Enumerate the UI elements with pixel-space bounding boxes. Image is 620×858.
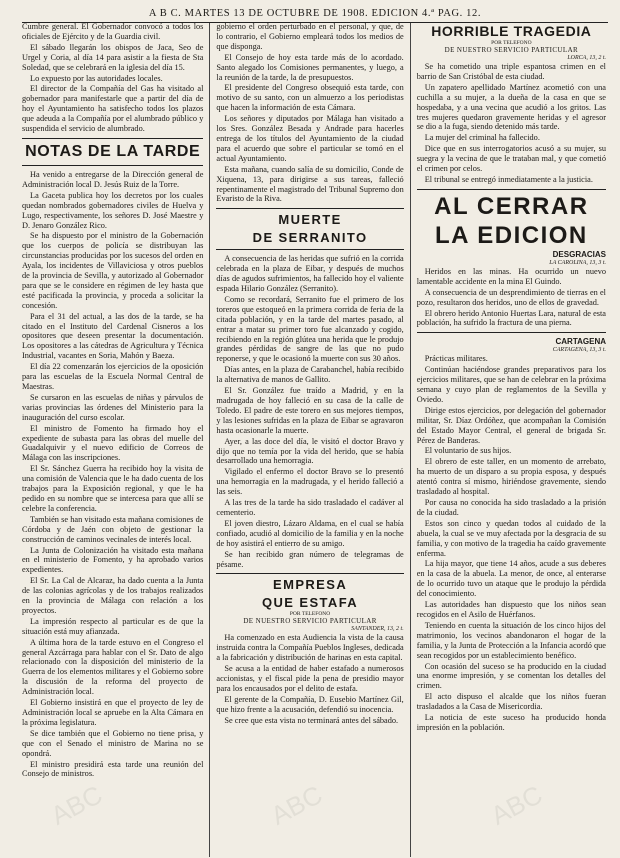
paragraph: Esta mañana, cuando salía de su domicilio, Conde de Xiquena, 13, para dirigirse a sus tareas, falleció repentinamente el magistrado del Tribunal Supremo don Evaristo de la Riva. <box>216 164 404 204</box>
paragraph: Se cursaron en las escuelas de niñas y párvulos de varias provincias las órdenes del Ministerio para la inauguración del curso escolar. <box>22 392 204 422</box>
paragraph: El ministro presidirá esta tarde una reunión del Consejo de ministros. <box>22 759 204 779</box>
paragraph: El gerente de la Compañía, D. Eusebio Martínez Gil, que hizo frente a la acusación, defendió su inocencia. <box>216 694 404 714</box>
dateline: SANTANDER, 13, 2 t. <box>351 626 404 633</box>
paragraph: El Consejo de hoy esta tarde más de lo acordado. Santo alegado los Comisiones permanentes, y luego, a la reunión de la tarde, la de presupuestos. <box>216 52 404 82</box>
watermark-mark: ABC <box>45 779 108 831</box>
paragraph: Cumbre general. El Gobernador convocó a todos los oficiales de Ejército y de la Guardia civil. <box>22 22 204 41</box>
divider <box>22 138 203 139</box>
paragraph: A consecuencia de las heridas que sufrió en la corrida celebrada en la plaza de Eibar, y después de muchos días de agudos sufrimientos, ha fallecido hoy el valiente espada Hilario González (Serranito). <box>216 254 404 294</box>
paragraph: A consecuencia de un desprendimiento de tierras en el pozo, resultaron dos heridos, uno de ellos de gravedad. <box>416 287 606 307</box>
section-heading-la-edicion: LA EDICION <box>434 221 588 249</box>
paragraph: El joven diestro, Lázaro Aldama, en el cual se había confiado, acudió al domicilio de la familia y en la noche de hoy asistirá el entierro de su amigo. <box>216 518 404 548</box>
paragraph: Ha venido a entregarse de la Dirección general de Administración local D. Jesús Ruiz de la Torre. <box>22 169 204 189</box>
paragraph: El Gobierno insistirá en que el proyecto de ley de Administración local se apruebe en la Alta Cámara en la próxima legislatura. <box>22 698 204 727</box>
dateline: LA CAROLINA, 13, 3 t. <box>549 259 606 266</box>
paragraph: gobierno el orden perturbado en el personal, y que, de lo contrario, el Gobierno empleará todos los medios de que disponga. <box>216 22 404 51</box>
subheading-desgracias: DESGRACIAS <box>552 249 606 259</box>
section-heading-tragedia: HORRIBLE TRAGEDIA <box>431 23 592 39</box>
paragraph: La impresión respecto al particular es de que la situación está muy afianzada. <box>22 616 204 636</box>
watermark-mark: ABC <box>485 779 548 831</box>
paragraph: Heridos en las minas. Ha ocurrido un nuevo lamentable accidente en la mina El Guindo. <box>416 266 606 286</box>
paragraph: El ministro de Fomento ha firmado hoy el expediente de subasta para las obras del muelle del Guadalquivir y el nuevo edificio de Correos de Málaga con las inscripciones. <box>22 423 204 463</box>
paragraph: Por causa no conocida ha sido trasladado a la prisión de la ciudad. <box>416 498 606 517</box>
paragraph: El Sr. La Cal de Alcaraz, ha dado cuenta a la Junta de las colonias agrícolas y de los trabajos realizados en la provincia de Málaga con relación a los proyectos. <box>22 576 204 615</box>
paragraph: Se acusa a la entidad de haber estafado a numerosos accionistas, y el fiscal pide la pena de presidio mayor para los encausados por el delito de estafa. <box>216 664 404 693</box>
dateline: LORCA, 13, 2 t. <box>567 55 606 61</box>
paragraph: El voluntario de sus hijos. <box>424 446 512 456</box>
paragraph: Continúan haciéndose grandes preparativos para los ejercicios militares, que se han de celebrar en la próxima semana y cuyo plan de reglamentos de la Sevilla y Oviedo. <box>416 365 606 404</box>
paragraph: Estos son cinco y quedan todos al cuidado de la abuela, la cual se ve muy afectada por la desgracia de su familia, y con motivo de la tragedia ha caído gravemente enferma. <box>416 518 606 558</box>
section-heading-estafa: QUE ESTAFA <box>262 595 359 611</box>
masthead: A B C. MARTES 13 DE OCTUBRE DE 1908. EDICION 4.ª PAG. 12. <box>22 8 608 23</box>
byline-service: DE NUESTRO SERVICIO PARTICULAR <box>243 617 377 626</box>
divider <box>22 165 203 166</box>
columns <box>22 22 606 858</box>
paragraph: El Sr. González fue traído a Madrid, y en la madrugada de hoy falleció en su casa de la calle de Toledo. El padre de este torero en sus mejores tiempos, y las lesiones sufridas en la plaza de Eibar se agravaron hasta ocasionarle la muerte. <box>216 386 404 435</box>
dateline: CARTAGENA, 13, 3 t. <box>552 347 606 354</box>
divider <box>216 208 403 209</box>
paragraph: Los señores y diputados por Málaga han visitado a los Sres. González Besada y Andrade para hacerles entrega de los títulos del Ayuntamiento de la ciudad para el acuerdo que sobre el particular se tomó en el actual Ayuntamiento. <box>216 114 404 163</box>
paragraph: Días antes, en la plaza de Carabanchel, había recibido la alternativa de manos de Gallito. <box>216 365 404 385</box>
section-heading-muerte: MUERTE <box>278 212 342 228</box>
byline-telefono: POR TELEFONO <box>491 40 532 46</box>
column-middle <box>209 22 409 857</box>
paragraph: La Junta de Colonización ha visitado esta mañana en el ministerio de Fomento, y ha aprobado varios expedientes. <box>22 545 204 575</box>
paragraph: Dirige estos ejercicios, por delegación del gobernador militar, Sr. Díaz Ordóñez, que acompañan la Comisión del Estado Mayor Central, el general de brigada Sr. Pérez de Banderas. <box>416 405 606 445</box>
paragraph: Se ha cometido una triple espantosa crimen en el barrio de San Cristóbal de esta ciudad. <box>416 62 606 81</box>
byline-service: DE NUESTRO SERVICIO PARTICULAR <box>444 46 579 54</box>
section-heading-serranito: DE SERRANITO <box>252 230 368 246</box>
paragraph: Ayer, a las doce del día, le visitó el doctor Bravo y dijo que no temía por la vida del herido, que se había desarrollado una hemorragia. <box>216 436 404 466</box>
column-left <box>22 22 209 857</box>
section-heading-al-cerrar: AL CERRAR <box>434 192 589 220</box>
paragraph: El director de la Compañía del Gas ha visitado al gobernador para manifestarle que a partir del día de hoy el Ayuntamiento ha satisfecho todos los plazos que adeuda a la Compañía por el alumbrado público y suspendida el servicio de alumbrado. <box>22 84 204 134</box>
paragraph: A las tres de la tarde ha sido trasladado el cadáver al cementerio. <box>216 498 404 517</box>
byline-telefono: POR TELEFONO <box>289 611 331 618</box>
paragraph: Se ha dispuesto por el ministro de la Gobernación que los cuerpos de policía se distribuyan las circunstancias producidas por los sucesos del orden en Ayala, los incidentes de Villaviciosa y otros pueblos de la provincia de Sevilla, y autorizado al Gobernador para que se le considere en régimen de ley hasta que esté pacificada la provincia, y proceda a solicitar la concesión. <box>22 231 204 310</box>
watermark-mark: ABC <box>265 779 328 831</box>
paragraph: Como se recordará, Serranito fue el primero de los toreros que estoqueó en la primera corrida de feria de la citada población, y en la tarde del martes pasado, al entrar a matar su primer toro fue alcanzado y cogido, recibiendo en la región glútea una herida que le produjo grandes pérdidas de sangre de las que no pudo reponerse, y que le ocasionó la muerte con sus 30 años. <box>216 294 404 364</box>
paragraph: La hija mayor, que tiene 14 años, acude a sus deberes en la casa de la abuela. La menor, de once, al enterarse de lo ocurrido tuvo un ataque que le produjo la pérdida del conocimiento. <box>416 559 606 599</box>
paragraph: Prácticas militares. <box>424 354 488 364</box>
paragraph: Se dice también que el Gobierno no tiene prisa, y que con el Senado el ministro de Marina no se opondrá. <box>22 728 204 758</box>
paragraph: El acto dispuso el alcalde que los niños fueran trasladados a la Casa de Misericordia. <box>416 692 606 712</box>
paragraph: El día 22 comenzarán los ejercicios de la oposición para las escuelas de la Escuela Normal Central de Maestras. <box>22 362 204 391</box>
paragraph: A última hora de la tarde estuvo en el Congreso el general Azcárraga para hablar con el Sr. Dato de algo relacionado con la disposición del ministerio de la Guerra de los elementos militares y el Gobierno sobre la discusión de la reforma del proyecto de Administración local. <box>22 637 204 697</box>
paragraph: Se han recibido gran número de telegramas de pésame. <box>216 549 404 569</box>
divider <box>216 249 403 250</box>
column-right <box>410 22 606 857</box>
subheading-cartagena: CARTAGENA <box>555 337 606 347</box>
paragraph: También se han visitado esta mañana comisiones de Córdoba y de Jaén con objeto de gestionar la construcción de caminos vecinales de interés local. <box>22 514 204 544</box>
paragraph: Con ocasión del suceso se ha producido en la ciudad una enorme impresión, y se comentan los detalles del crimen. <box>416 661 606 691</box>
paragraph: El sábado llegarán los obispos de Jaca, Seo de Urgel y Coria, al día 14 para asistir a la fiesta de Sta Soledad, que se celebrará en la iglesia del día 15. <box>22 42 204 72</box>
paragraph: Para el 31 del actual, a las dos de la tarde, se ha citado en el Instituto del Cardenal Cisneros a los opositores que deseen presentar la documentación. Los opositores a las cátedras de Agricultura y Técnica Industrial, vacantes en Soria, Mahón y Baeza. <box>22 311 204 361</box>
paragraph: Lo expuesto por las autoridades locales. <box>30 73 163 83</box>
paragraph: Vigilado el enfermo el doctor Bravo se lo presentó una hemorragia en la madrugada, y el herido falleció a las seis. <box>216 467 404 497</box>
divider <box>216 573 403 574</box>
paragraph: El obrero de este taller, en un momento de arrebato, ha muerto de un disparo a su propia esposa, y después atentó contra sí mismo, hiriéndose gravemente, siendo trasladado al hospital. <box>416 457 606 497</box>
paragraph: Ha comenzado en esta Audiencia la vista de la causa instruida contra la Compañía Pueblos Ingleses, dedicada a la fabricación y distribución de harinas en esta capital. <box>216 633 404 663</box>
paragraph: El obrero herido Antonio Huertas Lara, natural de esta población, ha sufrido la fractura de una pierna. <box>416 308 606 328</box>
section-heading-notas: NOTAS DE LA TARDE <box>25 142 201 160</box>
divider <box>417 189 606 190</box>
paragraph: Se cree que esta vista no terminará antes del sábado. <box>224 715 399 725</box>
paragraph: Dice que en sus interrogatorios acusó a su mujer, su suegra y la vecina de que le trataban mal, y que cometió el crimen por celos. <box>416 144 606 174</box>
paragraph: Teniendo en cuenta la situación de los cinco hijos del matrimonio, los vecinos abandonaron el hogar de la familia, y la Junta de Protección a la Infancia acordó que sean recogidos por un establecimiento benéfico. <box>416 620 606 660</box>
section-heading-empresa: EMPRESA <box>273 577 348 593</box>
paragraph: El tribunal se entregó inmediatamente a la justicia. <box>424 174 593 184</box>
paragraph: La mujer del criminal ha fallecido. <box>424 133 540 143</box>
paragraph: El presidente del Congreso obsequió esta tarde, con motivo de su santo, con un almuerzo a los periodistas que hacen la información de esta Cámara. <box>216 83 404 113</box>
paragraph: La Gaceta publica hoy los decretos por los cuales quedan nombrados gobernadores civiles de Huelva y Lugo, respectivamente, los señores D. José Maestre y D. Jenaro González Rico. <box>22 190 204 230</box>
paragraph: La noticia de este suceso ha producido honda impresión en la población. <box>416 713 606 732</box>
paragraph: Un zapatero apellidado Martínez acometió con una cuchilla a su mujer, a la dueña de la casa en que se hospedaba, y a una vecina que acudió a los gritos. Las tres mujeres quedaron gravemente heridas y el agresor se dio a la fuga, siendo detenido más tarde. <box>416 82 606 132</box>
divider <box>417 332 606 333</box>
paragraph: El Sr. Sánchez Guerra ha recibido hoy la visita de una comisión de Valencia que le ha dado cuenta de los trabajos para la Exposición regional, y que le ha pedido en su nombre que se intercesa para que allí se celebre la conferencia. <box>22 464 204 513</box>
paragraph: Las autoridades han dispuesto que los niños sean recogidos en el Asilo de Huérfanos. <box>416 600 606 619</box>
